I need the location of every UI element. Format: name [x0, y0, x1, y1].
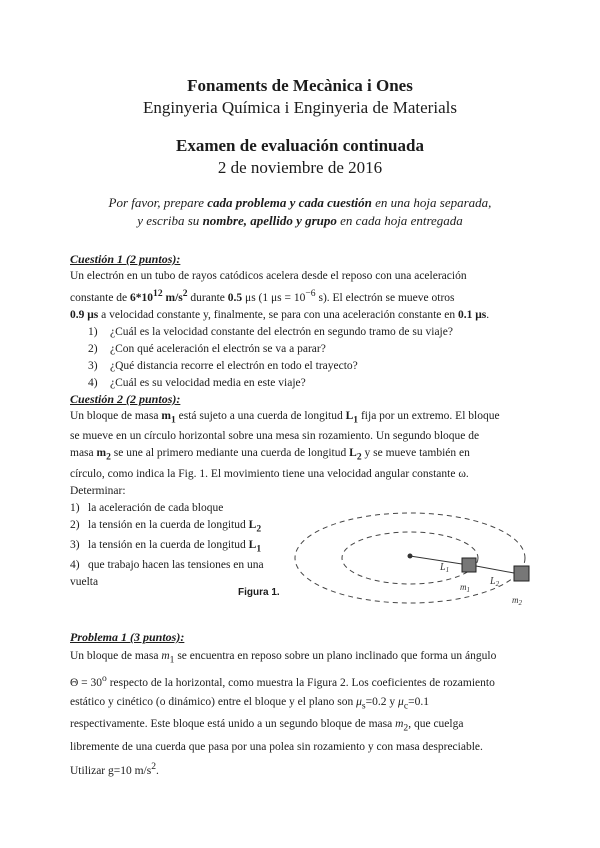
item-text: ¿Con qué aceleración el electrón se va a parar?: [110, 342, 326, 355]
text: 6*10: [130, 291, 154, 304]
item-number: 2): [70, 518, 80, 531]
text-bold: 0.5: [227, 291, 243, 304]
problema-1-line-2: [70, 669, 530, 693]
var-m2: [96, 447, 111, 463]
text: Utilizar g=10 m/s: [70, 764, 152, 777]
text: m/s: [162, 291, 183, 304]
item-number: 4): [88, 376, 98, 389]
degree-title: Enginyeria Química i Enginyeria de Materials: [143, 98, 457, 117]
figure-1-diagram: [290, 500, 530, 610]
instructions-line-1: [0, 194, 600, 212]
sub: 1: [353, 414, 359, 426]
sup: −6: [305, 288, 316, 299]
sup: 12: [153, 288, 163, 299]
cuestion-1-line-1: Un electrón en un tubo de rayos catódicos acelera desde el reposo con una aceleración: [70, 270, 467, 282]
item-number: 1): [88, 325, 98, 338]
sub: 1: [170, 414, 176, 426]
sub: 1: [169, 654, 175, 666]
exam-date: 2 de noviembre de 2016: [217, 158, 383, 177]
fig-label-L1: [439, 562, 449, 574]
text: se encuentra en reposo sobre un plano inclinado que forma un ángulo: [174, 650, 497, 662]
item-number: 4): [70, 559, 80, 572]
list-item: [70, 500, 290, 517]
text: estático y cinético (o dinámico) entre el bloque y el plano son: [70, 696, 357, 709]
var-m: m: [395, 718, 404, 731]
var-L2: [349, 447, 362, 463]
list-item: [70, 324, 530, 341]
item-number: 3): [88, 359, 98, 372]
text: respecto de la horizontal, como muestra la Figura 2. Los coeficientes de rozamiento: [106, 677, 495, 690]
var-m1: [161, 410, 176, 426]
var: L: [248, 518, 257, 531]
instructions: [0, 194, 600, 230]
cuestion-2-line-3: [70, 445, 530, 465]
text-bold: cada problema y cada cuestión: [207, 195, 372, 210]
item-text: [88, 517, 261, 537]
text: L: [490, 576, 496, 587]
text: m: [512, 595, 519, 605]
list-item: [70, 537, 290, 557]
var-L1: [345, 410, 359, 426]
cuestion-2-item4-cont: vuelta: [70, 576, 99, 589]
var-mu: μ: [398, 696, 404, 709]
list-item: [70, 341, 530, 358]
text: =0.2 y: [365, 696, 399, 709]
sub: s: [361, 700, 366, 712]
block-m2: [514, 566, 529, 581]
text: la tensión en la cuerda de longitud: [88, 538, 249, 551]
text: L: [349, 447, 357, 460]
text: entregada: [407, 213, 463, 228]
sub: 1: [466, 586, 470, 594]
instructions-line-2: [0, 212, 600, 230]
sub: 2: [106, 451, 111, 463]
sub: 2: [356, 451, 362, 463]
fig-label-L2: [489, 576, 500, 588]
text-bold: 0.1 μs: [458, 308, 487, 321]
cuestion-1-title: Cuestión 1 (2 puntos):: [70, 252, 181, 266]
text-bold: nombre, apellido y grupo: [202, 213, 337, 228]
cuestion-1-line-3: [70, 307, 530, 324]
sub: 2: [495, 580, 500, 588]
text: L: [345, 410, 354, 422]
problema-1-line-3: [70, 693, 530, 715]
sub: 1: [445, 566, 450, 574]
var-mu: μ: [356, 696, 362, 709]
text: L: [440, 562, 446, 573]
text: μs (1 μs = 10: [242, 291, 306, 304]
cuestion-2-line-2: se mueve en un círculo horizontal sobre una mesa sin rozamiento. Un segundo bloque de: [70, 430, 480, 443]
text: la tensión en la cuerda de longitud: [88, 518, 249, 531]
list-item: [70, 557, 290, 574]
text: Por favor, prepare: [108, 195, 208, 210]
sub: 2: [403, 722, 409, 734]
text: en cada hoja: [336, 213, 408, 228]
text: en una hoja separada,: [371, 195, 492, 210]
text: constante de: [70, 291, 131, 304]
cuestion-1-line-2: [70, 285, 530, 307]
figure-1-label: Figura 1.: [238, 587, 280, 598]
text: m: [161, 410, 171, 422]
text: s). El electrón se mueve otros: [315, 291, 455, 304]
sub: 2: [518, 599, 522, 607]
text: a velocidad constante y, finalmente, se para con una aceleración constante en: [98, 308, 458, 321]
text: .: [156, 764, 159, 777]
sub: 2: [256, 522, 262, 534]
problema-1-title: Problema 1 (3 puntos):: [70, 630, 185, 644]
fig-label-m2: [512, 595, 523, 607]
text: masa: [70, 447, 97, 460]
cuestion-2-title: Cuestión 2 (2 puntos):: [70, 392, 181, 406]
cord-L2: [476, 566, 514, 573]
item-text: la aceleración de cada bloque: [88, 501, 224, 514]
cuestion-1-questions: [70, 324, 530, 392]
item-text: ¿Qué distancia recorre el electrón en todo el trayecto?: [110, 359, 358, 372]
item-number: 1): [70, 501, 80, 514]
text: se une al primero mediante una cuerda de longitud: [110, 447, 350, 460]
text: Un bloque de masa: [70, 650, 162, 662]
cord-L1: [410, 556, 462, 564]
text: m: [96, 447, 107, 460]
text: =0.1: [408, 696, 429, 709]
list-item: [70, 358, 530, 375]
sub: c: [403, 700, 409, 712]
problema-1-line-5: libremente de una cuerda que pasa por una polea sin rozamiento y con masa despreciable.: [70, 740, 483, 753]
course-title: Fonaments de Mecànica i Ones: [187, 76, 413, 95]
text: está sujeto a una cuerda de longitud: [175, 410, 346, 422]
sub: 1: [256, 543, 262, 555]
list-item: [70, 517, 290, 537]
cuestion-2-line-4: círculo, como indica la Fig. 1. El movimiento tiene una velocidad angular constante ω.: [70, 467, 469, 480]
list-item: [70, 375, 530, 392]
text: respectivamente. Este bloque está unido a un segundo bloque de masa: [70, 718, 396, 731]
fig-label-m1: [460, 582, 470, 594]
problema-1-line-1: [70, 647, 530, 669]
text: m: [460, 582, 467, 592]
header: [0, 75, 600, 119]
problema-1: [70, 628, 530, 781]
var: L: [248, 538, 257, 551]
sup: o: [102, 673, 107, 685]
item-text: ¿Cuál es la velocidad constante del electrón en segundo tramo de su viaje?: [110, 325, 453, 338]
text-bold: 0.9 μs: [70, 308, 99, 321]
item-number: 3): [70, 538, 80, 551]
text: .: [486, 308, 490, 321]
problema-1-line-4: [70, 715, 530, 737]
problema-1-line-6: [70, 757, 530, 781]
text: fija por un extremo. El bloque: [358, 410, 500, 422]
text: durante: [187, 291, 228, 304]
sup: 2: [182, 288, 188, 299]
var-m: m: [161, 650, 170, 662]
cuestion-2-items: [70, 500, 290, 575]
item-text: ¿Cuál es su velocidad media en este viaje?: [110, 376, 306, 389]
text: Θ = 30: [70, 677, 103, 690]
exam-heading: [0, 135, 600, 179]
text-bold: [130, 288, 188, 304]
text: , que cuelga: [408, 718, 464, 731]
item-text: [88, 537, 261, 557]
cuestion-2-line-5: Determinar:: [70, 484, 126, 497]
exam-title: Examen de evaluación continuada: [176, 136, 424, 155]
item-number: 2): [88, 342, 98, 355]
cuestion-1: [70, 251, 530, 392]
sup: 2: [151, 760, 157, 772]
text: y escriba su: [137, 213, 203, 228]
item-text: que trabajo hacen las tensiones en una: [88, 559, 264, 572]
block-m1: [462, 558, 476, 572]
text: Un bloque de masa: [70, 410, 162, 422]
cuestion-2-line-1: [70, 408, 530, 428]
text: y se mueve también en: [361, 447, 470, 460]
